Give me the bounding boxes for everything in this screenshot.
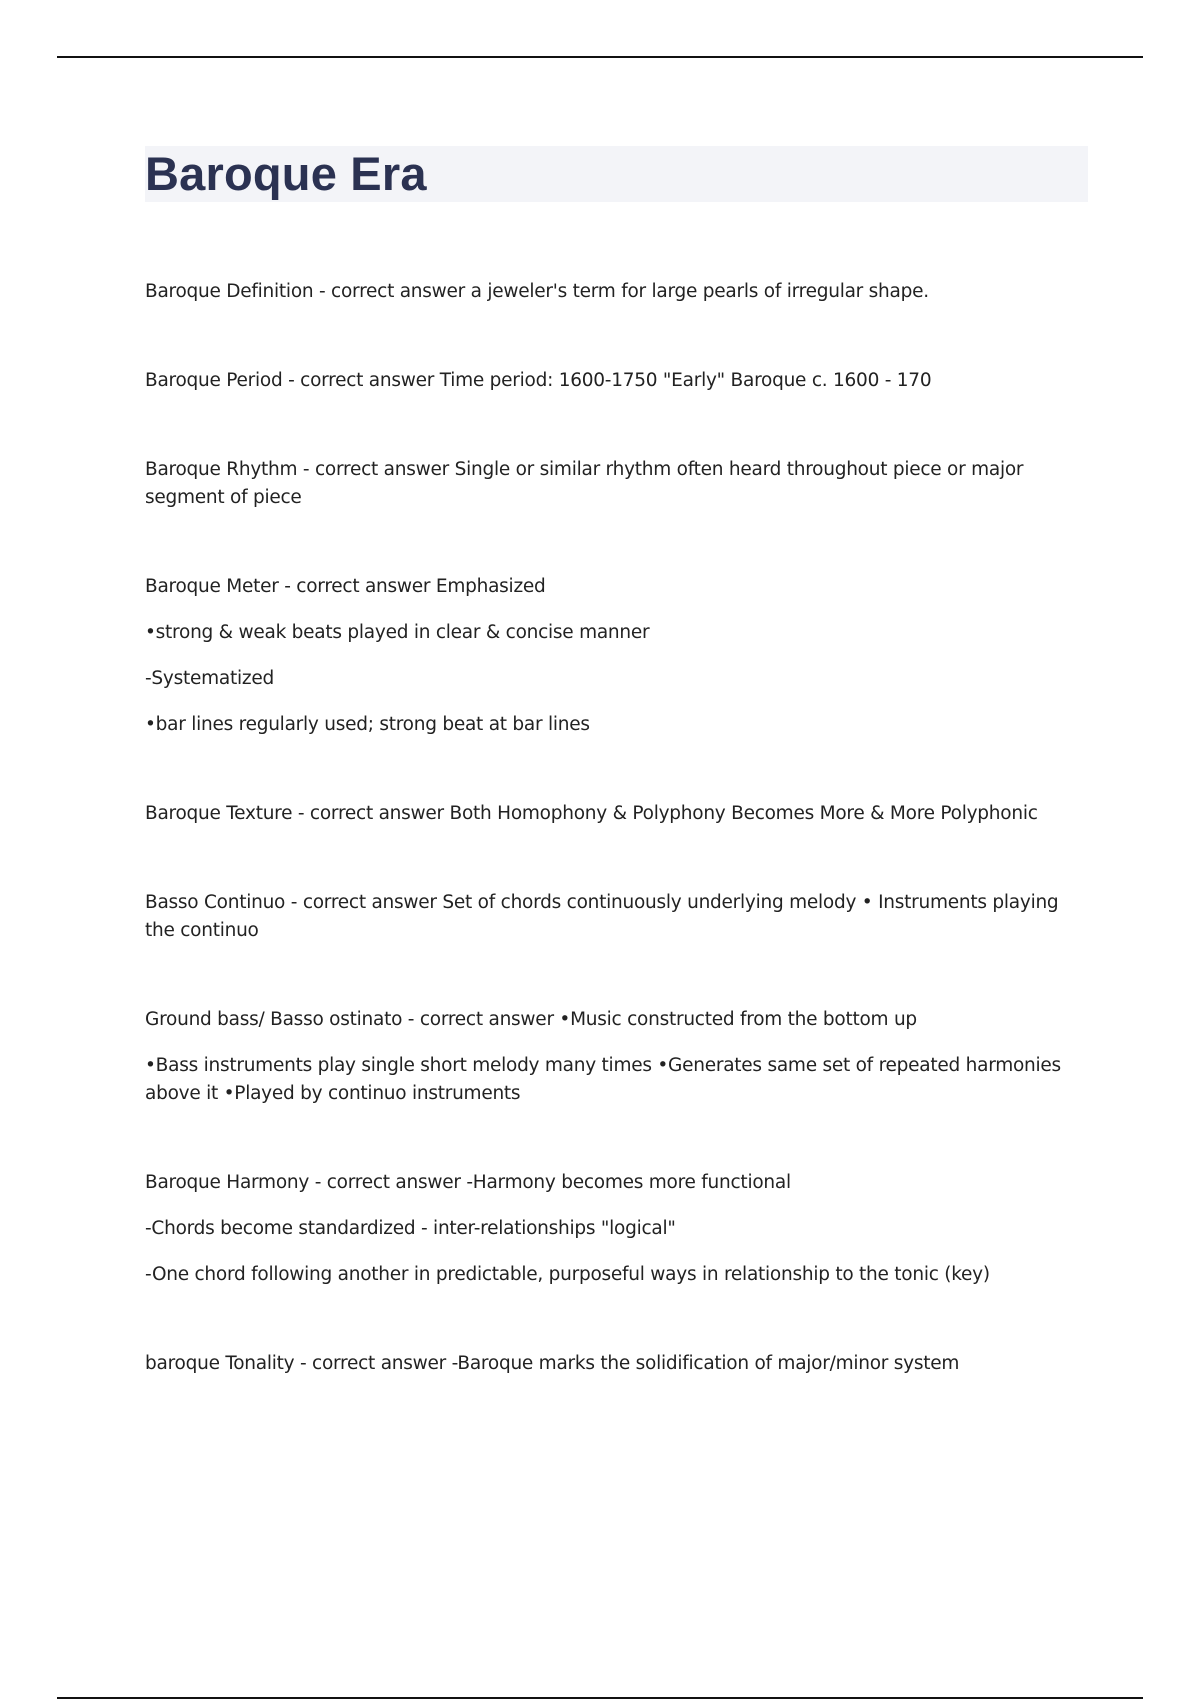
entry-text: baroque Tonality - correct answer -Baroque marks the solidification of major/minor system [145, 1353, 960, 1374]
document-body [145, 146, 1088, 1439]
entry-detail: •strong & weak beats played in clear & concise manner [145, 622, 650, 643]
entry-baroque-meter [145, 573, 1088, 739]
entry-baroque-definition [145, 278, 1088, 306]
entry-baroque-period [145, 367, 1088, 395]
entry-text: Basso Continuo - correct answer Set of chords continuously underlying melody • Instruments playing the continuo [145, 892, 1059, 941]
entry-text: Baroque Texture - correct answer Both Homophony & Polyphony Becomes More & More Polyphonic [145, 803, 1038, 824]
entry-detail: -Chords become standardized - inter-relationships "logical" [145, 1218, 676, 1239]
top-rule [57, 56, 1143, 58]
entry-ground-bass [145, 1006, 1088, 1108]
entry-text: Baroque Period - correct answer Time period: 1600-1750 "Early" Baroque c. 1600 - 170 [145, 370, 932, 391]
entry-text: Ground bass/ Basso ostinato - correct answer •Music constructed from the bottom up [145, 1009, 917, 1030]
entry-baroque-tonality [145, 1350, 1088, 1378]
flashcard-list [145, 278, 1088, 1378]
entry-text: Baroque Rhythm - correct answer Single or similar rhythm often heard throughout piece or major segment of piece [145, 459, 1024, 508]
entry-baroque-texture [145, 800, 1088, 828]
entry-detail: -One chord following another in predictable, purposeful ways in relationship to the tonic (key) [145, 1264, 990, 1285]
bottom-rule [57, 1697, 1143, 1699]
title-band [145, 146, 1088, 202]
entry-detail: •Bass instruments play single short melody many times •Generates same set of repeated harmonies above it •Played by continuo instruments [145, 1055, 1061, 1104]
entry-baroque-harmony [145, 1169, 1088, 1289]
entry-baroque-rhythm [145, 456, 1088, 512]
entry-detail: •bar lines regularly used; strong beat at bar lines [145, 714, 590, 735]
entry-text: Baroque Meter - correct answer Emphasized [145, 576, 546, 597]
entry-basso-continuo [145, 889, 1088, 945]
page-title: Baroque Era [145, 147, 427, 200]
entry-text: Baroque Definition - correct answer a jeweler's term for large pearls of irregular shape. [145, 281, 929, 302]
entry-detail: -Systematized [145, 668, 274, 689]
entry-text: Baroque Harmony - correct answer -Harmony becomes more functional [145, 1172, 791, 1193]
